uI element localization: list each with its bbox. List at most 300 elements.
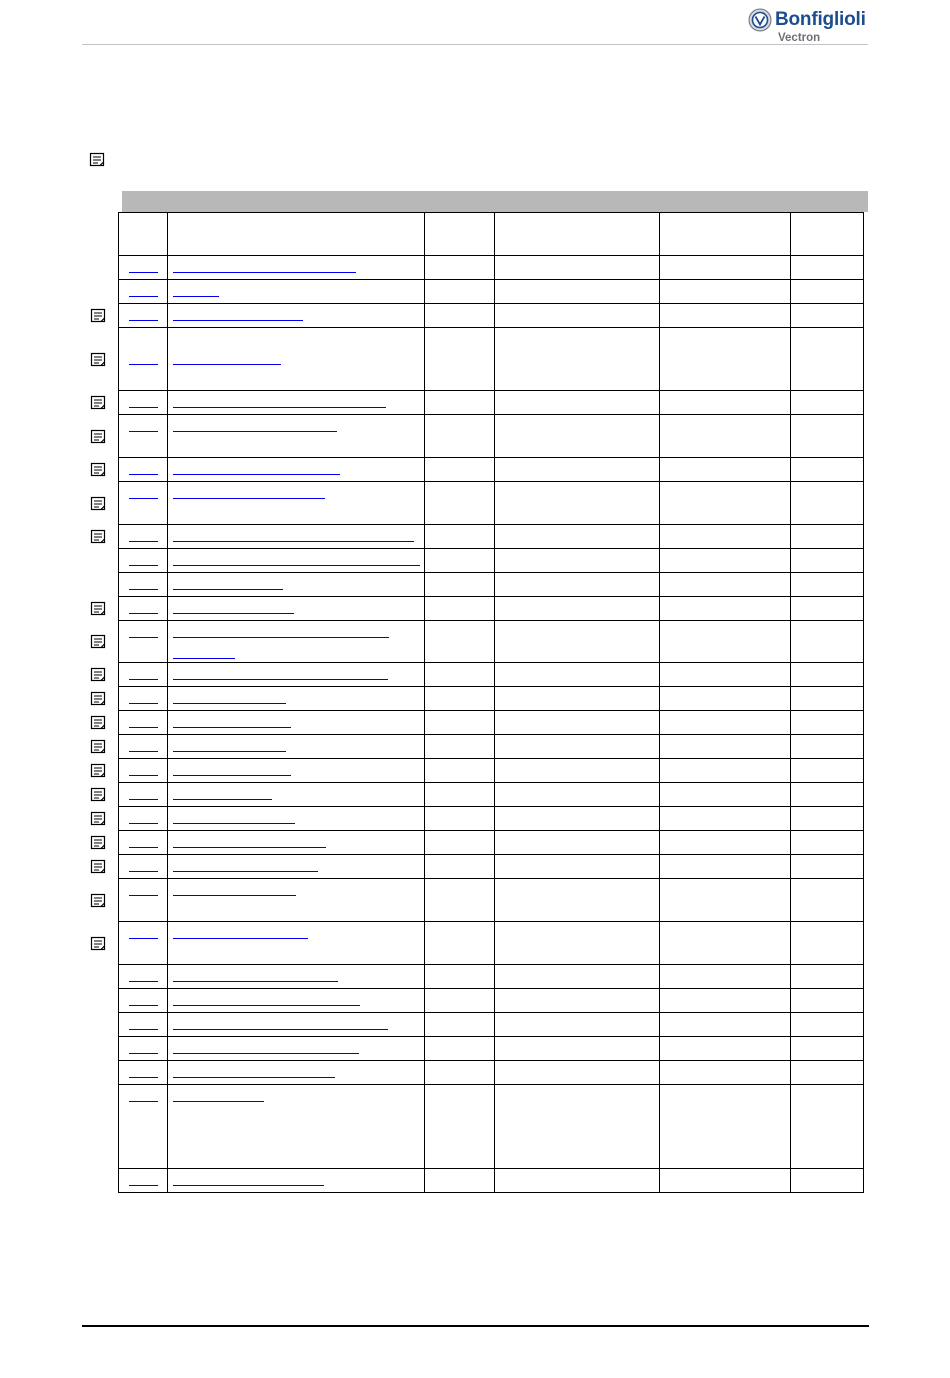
table-row [119,663,864,687]
table-cell [791,807,864,831]
table-cell [425,621,495,663]
table-cell [425,458,495,482]
parameter-number-cell [119,458,168,482]
table-cell [425,280,495,304]
parameter-number-link[interactable] [129,895,158,896]
table-cell [425,256,495,280]
parameter-name-cell [168,1037,425,1061]
parameter-name-link[interactable] [173,1185,324,1186]
parameter-name-link[interactable] [173,613,294,614]
table-row [119,256,864,280]
table-cell [660,597,791,621]
parameter-name-cell [168,280,425,304]
parameter-number-cell [119,1085,168,1169]
table-row [119,831,864,855]
table-row [119,328,864,391]
table-cell [791,855,864,879]
parameter-number-link[interactable] [129,799,158,800]
table-cell [495,256,660,280]
table-row [119,965,864,989]
parameter-number-cell [119,280,168,304]
brand-name: Bonfiglioli [775,9,866,30]
parameter-name-cell [168,1085,425,1169]
table-row [119,879,864,922]
parameter-name-link[interactable] [173,565,420,566]
table-cell [495,1169,660,1193]
parameter-number-cell [119,989,168,1013]
table-cell [660,525,791,549]
note-icon [90,835,107,850]
table-cell [660,280,791,304]
parameter-name-link[interactable] [173,981,338,982]
table-cell [425,855,495,879]
parameter-name-cell [168,1061,425,1085]
table-cell [791,549,864,573]
table-cell [791,482,864,525]
table-cell [660,759,791,783]
parameter-name-cell [168,391,425,415]
table-cell [660,328,791,391]
brand-subname: Vectron [778,32,821,44]
table-cell [495,391,660,415]
header-cell [425,213,495,256]
table-row [119,1037,864,1061]
parameter-name-cell [168,922,425,965]
table-cell [425,328,495,391]
table-cell [425,687,495,711]
table-cell [425,831,495,855]
parameter-name-link[interactable] [173,679,388,680]
table-cell [660,621,791,663]
parameter-name-link[interactable] [173,320,303,321]
table-cell [791,783,864,807]
table-cell [660,855,791,879]
parameter-number-link[interactable] [129,1101,158,1102]
note-icon [90,634,107,649]
parameter-number-link[interactable] [129,272,158,273]
parameter-name-link[interactable] [173,775,291,776]
table-cell [791,1061,864,1085]
table-cell [660,687,791,711]
parameter-name-cell [168,807,425,831]
parameter-name-link[interactable] [173,823,295,824]
table-cell [495,711,660,735]
note-icon [90,308,107,323]
table-cell [660,1037,791,1061]
table-cell [495,855,660,879]
table-cell [425,1085,495,1169]
table-cell [660,807,791,831]
table-cell [660,415,791,458]
parameter-name-cell [168,328,425,391]
table-cell [660,831,791,855]
table-cell [660,391,791,415]
table-row [119,922,864,965]
table-cell [425,304,495,328]
note-icon [90,601,107,616]
table-cell [425,759,495,783]
table-cell [660,1061,791,1085]
table-cell [495,525,660,549]
table-cell [495,663,660,687]
table-row [119,855,864,879]
parameter-number-cell [119,621,168,663]
table-cell [495,415,660,458]
parameter-name-link[interactable] [173,938,308,939]
parameter-number-link[interactable] [129,981,158,982]
parameter-name-link[interactable] [173,431,337,432]
parameter-name-link[interactable] [173,364,281,365]
parameter-number-link[interactable] [129,679,158,680]
parameter-number-link[interactable] [129,1077,158,1078]
table-cell [495,573,660,597]
note-icon [90,462,107,477]
table-cell [791,1169,864,1193]
parameter-name-link[interactable] [173,541,414,542]
table-cell [791,965,864,989]
note-icon [90,739,107,754]
table-row [119,687,864,711]
table-cell [660,1085,791,1169]
header-cell [660,213,791,256]
table-row [119,735,864,759]
note-icon [90,395,107,410]
parameter-number-link[interactable] [129,296,158,297]
table-cell [660,783,791,807]
table-row [119,807,864,831]
parameter-name-cell [168,304,425,328]
header-cell [119,213,168,256]
table-cell [425,525,495,549]
parameter-name-link[interactable] [173,296,219,297]
parameter-name-link[interactable] [173,727,291,728]
table-row [119,415,864,458]
table-cell [660,458,791,482]
parameter-name-link[interactable] [173,895,296,896]
table-cell [791,597,864,621]
table-cell [791,687,864,711]
note-icon [90,715,107,730]
header-rule [82,44,868,45]
table-cell [495,783,660,807]
parameter-number-cell [119,1037,168,1061]
parameter-number-cell [119,922,168,965]
note-icon [90,496,107,511]
note-icon [90,893,107,908]
table-row [119,391,864,415]
table-cell [425,391,495,415]
parameter-name-cell [168,879,425,922]
table-row [119,711,864,735]
table-cell [495,458,660,482]
table-row [119,989,864,1013]
table-row [119,280,864,304]
parameter-number-cell [119,597,168,621]
parameter-number-cell [119,328,168,391]
table-cell [425,573,495,597]
table-cell [495,879,660,922]
table-cell [660,965,791,989]
table-cell [495,807,660,831]
table-cell [425,711,495,735]
parameter-number-link[interactable] [129,1053,158,1054]
table-cell [495,965,660,989]
table-cell [495,687,660,711]
table-cell [660,1013,791,1037]
parameter-number-cell [119,807,168,831]
note-icon [90,529,107,544]
table-cell [425,807,495,831]
parameter-number-link[interactable] [129,565,158,566]
table-cell [495,304,660,328]
table-row [119,458,864,482]
table-cell [660,573,791,597]
parameter-number-cell [119,711,168,735]
table-cell [495,482,660,525]
table-cell [660,663,791,687]
table-cell [791,1013,864,1037]
parameter-name-cell [168,855,425,879]
parameter-number-link[interactable] [129,541,158,542]
parameter-table [118,212,864,1193]
parameter-name-cell [168,687,425,711]
table-cell [791,458,864,482]
parameter-name-cell [168,663,425,687]
note-icon [89,152,106,167]
table-row [119,621,864,663]
parameter-number-cell [119,965,168,989]
table-row [119,1013,864,1037]
parameter-name-cell [168,1013,425,1037]
parameter-number-link[interactable] [129,1185,158,1186]
table-cell [425,1169,495,1193]
parameter-name-cell [168,621,425,663]
parameter-number-link[interactable] [129,727,158,728]
parameter-name-cell [168,415,425,458]
table-cell [791,759,864,783]
parameter-name-cell [168,458,425,482]
parameter-name-cell [168,711,425,735]
table-cell [791,711,864,735]
table-cell [495,831,660,855]
parameter-number-cell [119,256,168,280]
table-cell [791,735,864,759]
table-cell [425,482,495,525]
parameter-number-link[interactable] [129,871,158,872]
table-cell [791,280,864,304]
note-icon [90,667,107,682]
table-cell [425,663,495,687]
parameter-name-link[interactable] [173,1053,359,1054]
parameter-number-link[interactable] [129,823,158,824]
table-cell [425,1061,495,1085]
parameter-name-cell [168,482,425,525]
parameter-name-cell [168,1169,425,1193]
parameter-name-link[interactable] [173,589,283,590]
parameter-number-link[interactable] [129,775,158,776]
parameter-number-cell [119,1061,168,1085]
table-cell [425,549,495,573]
parameter-name-link[interactable] [173,1101,264,1102]
note-icon [90,352,107,367]
table-cell [425,735,495,759]
table-cell [791,391,864,415]
parameter-name-link[interactable] [173,799,272,800]
table-cell [495,759,660,783]
parameter-name-link[interactable] [173,407,386,408]
parameter-number-cell [119,304,168,328]
parameter-name-cell [168,831,425,855]
table-cell [791,525,864,549]
table-cell [791,573,864,597]
parameter-number-link[interactable] [129,431,158,432]
table-cell [791,922,864,965]
parameter-name-link[interactable] [173,1077,335,1078]
table-cell [425,783,495,807]
parameter-number-cell [119,831,168,855]
table-cell [425,879,495,922]
parameter-name-link[interactable] [173,637,389,638]
parameter-number-link[interactable] [129,498,158,499]
table-row [119,1169,864,1193]
table-cell [425,922,495,965]
table-cell [660,922,791,965]
parameter-name-cell [168,573,425,597]
table-cell [660,989,791,1013]
parameter-name-link[interactable] [173,272,356,273]
note-icon [90,691,107,706]
parameter-number-link[interactable] [129,637,158,638]
parameter-number-cell [119,759,168,783]
table-cell [791,989,864,1013]
table-cell [660,879,791,922]
parameter-number-link[interactable] [129,364,158,365]
table-cell [425,415,495,458]
parameter-number-cell [119,573,168,597]
parameter-number-cell [119,735,168,759]
parameter-name-cell [168,759,425,783]
table-cell [495,1013,660,1037]
parameter-name-link[interactable] [173,1029,388,1030]
parameter-name-link[interactable] [173,1005,360,1006]
table-row [119,759,864,783]
bonfiglioli-logo [748,8,870,46]
parameter-number-link[interactable] [129,703,158,704]
parameter-name-cell [168,735,425,759]
table-row [119,573,864,597]
parameter-name-link[interactable] [173,474,340,475]
parameter-name-link[interactable] [173,751,286,752]
parameter-number-cell [119,663,168,687]
table-cell [660,1169,791,1193]
parameter-number-cell [119,1169,168,1193]
parameter-name-link[interactable] [173,703,286,704]
header-cell [168,213,425,256]
parameter-name-link[interactable] [173,658,235,659]
parameter-name-cell [168,783,425,807]
table-cell [791,1085,864,1169]
table-cell [791,256,864,280]
table-cell [791,831,864,855]
parameter-number-link[interactable] [129,1029,158,1030]
table-cell [791,1037,864,1061]
table-cell [425,989,495,1013]
parameter-name-link[interactable] [173,871,318,872]
parameter-name-cell [168,525,425,549]
table-cell [495,328,660,391]
parameter-name-link[interactable] [173,847,326,848]
table-cell [660,482,791,525]
parameter-number-cell [119,415,168,458]
parameter-name-cell [168,989,425,1013]
table-cell [660,735,791,759]
table-cell [495,1085,660,1169]
table-cell [660,256,791,280]
parameter-number-link[interactable] [129,847,158,848]
table-cell [425,1013,495,1037]
table-cell [495,1061,660,1085]
table-row [119,549,864,573]
parameter-name-link[interactable] [173,498,325,499]
parameter-number-link[interactable] [129,320,158,321]
header-cell [791,213,864,256]
table-cell [791,621,864,663]
table-cell [660,304,791,328]
parameter-number-cell [119,1013,168,1037]
parameter-number-cell [119,855,168,879]
parameter-number-link[interactable] [129,1005,158,1006]
table-cell [791,328,864,391]
note-icon [90,787,107,802]
table-row [119,525,864,549]
table-cell [425,965,495,989]
parameter-number-cell [119,783,168,807]
table-row [119,1061,864,1085]
table-cell [495,597,660,621]
parameter-name-cell [168,597,425,621]
table-cell [495,621,660,663]
parameter-number-cell [119,482,168,525]
table-row [119,597,864,621]
table-cell [495,922,660,965]
parameter-number-cell [119,879,168,922]
parameter-number-link[interactable] [129,613,158,614]
note-icon [90,763,107,778]
parameter-name-cell [168,256,425,280]
table-cell [495,735,660,759]
parameter-number-link[interactable] [129,474,158,475]
parameter-number-link[interactable] [129,751,158,752]
table-cell [495,549,660,573]
bonfiglioli-logo-icon [748,8,772,32]
parameter-number-link[interactable] [129,589,158,590]
table-header-row [119,213,864,256]
parameter-number-cell [119,549,168,573]
table-row [119,304,864,328]
table-cell [425,597,495,621]
table-cell [791,415,864,458]
table-cell [791,663,864,687]
table-cell [791,879,864,922]
table-cell [660,549,791,573]
note-icon [90,429,107,444]
parameter-number-link[interactable] [129,407,158,408]
table-row [119,1085,864,1169]
header-cell [495,213,660,256]
parameter-number-link[interactable] [129,938,158,939]
table-cell [791,304,864,328]
parameter-number-cell [119,391,168,415]
